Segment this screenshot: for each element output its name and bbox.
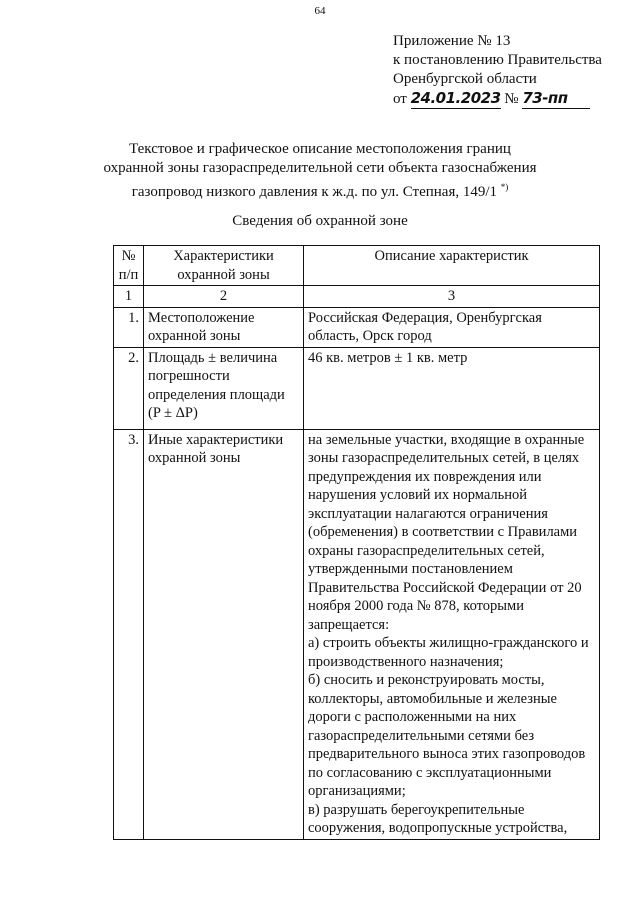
from-label: от — [393, 91, 407, 107]
description-paragraph: в) разрушать берегоукрепительные сооружения, водопропускные устройства, — [308, 801, 568, 836]
header-number: № п/п — [114, 246, 144, 286]
table-row — [114, 429, 600, 839]
handwritten-number: 73-пп — [522, 89, 589, 109]
appendix-region: Оренбургской области — [393, 71, 537, 87]
table-row — [114, 347, 600, 429]
appendix-block — [393, 32, 602, 109]
row-number: 1. — [114, 307, 144, 347]
footnote-mark: *) — [500, 182, 509, 192]
row-number: 2. — [114, 347, 144, 429]
row-number: 3. — [114, 429, 144, 839]
document-title — [40, 140, 600, 202]
header-description: Описание характеристик — [304, 246, 600, 286]
appendix-resolution: к постановлению Правительства — [393, 52, 602, 68]
description-paragraph: а) строить объекты жилищно-гражданского и производственного назначения; — [308, 635, 589, 670]
protection-zone-table — [113, 245, 600, 840]
title-line-1: Текстовое и графическое описание местоположения границ — [129, 141, 511, 157]
title-line-3: газопровод низкого давления к ж.д. по ул. Степная, 149/1 — [131, 184, 498, 200]
section-title: Сведения об охранной зоне — [232, 213, 408, 229]
row-description — [304, 429, 600, 839]
appendix-date-line — [393, 89, 602, 109]
title-line-2: охранной зоны газораспределительной сети объекта газоснабжения — [103, 160, 537, 176]
number-label: № — [504, 91, 519, 107]
index-cell: 3 — [304, 286, 600, 308]
index-cell: 1 — [114, 286, 144, 308]
row-description: 46 кв. метров ± 1 кв. метр — [304, 347, 600, 429]
description-paragraph: б) сносить и реконструировать мосты, коллекторы, автомобильные и железные дороги с расположенными на них газораспределительными сетями без предварительного выноса этих газопроводов по согласованию с эксплуатационными организациями; — [308, 672, 586, 799]
row-characteristic: Площадь ± величина погрешности определения площади (P ± ΔP) — [144, 347, 304, 429]
row-description: Российская Федерация, Оренбургская область, Орск город — [304, 307, 600, 347]
table-row — [114, 307, 600, 347]
row-characteristic: Иные характеристики охранной зоны — [144, 429, 304, 839]
index-cell: 2 — [144, 286, 304, 308]
header-characteristic: Характеристики охранной зоны — [144, 246, 304, 286]
handwritten-date: 24.01.2023 — [410, 89, 501, 107]
table-index-row — [114, 286, 600, 308]
appendix-title: Приложение № 13 — [393, 33, 511, 49]
description-paragraph: на земельные участки, входящие в охранные зоны газораспределительных сетей, в целях предупреждения их повреждения или нарушения условий их нормальной эксплуатации налагаются ограничения (обременения) в соответствии с Правилами охраны газораспределительных сетей, утвержденными постановлением Правительства Российской Федерации от 20 ноября 2000 года № 878, которыми запрещается: — [308, 431, 585, 633]
row-characteristic: Местоположение охранной зоны — [144, 307, 304, 347]
table-header-row — [114, 246, 600, 286]
page-number: 64 — [314, 5, 326, 17]
